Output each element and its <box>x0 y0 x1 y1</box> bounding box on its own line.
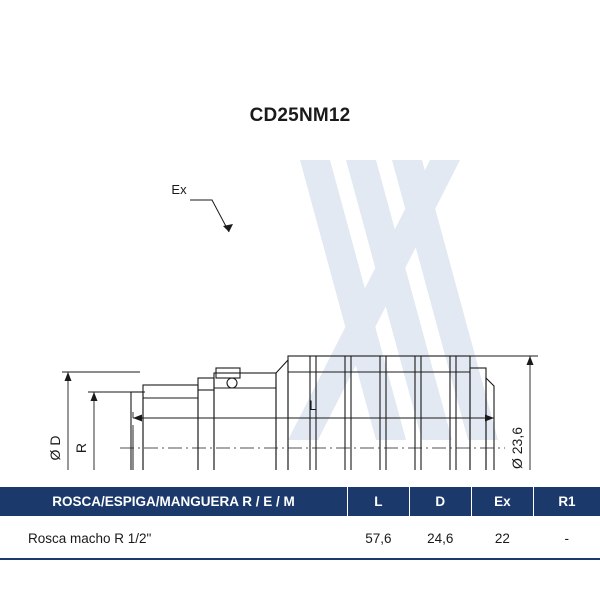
specification-table <box>0 487 600 560</box>
label-r: R <box>73 442 89 454</box>
cell-description: Rosca macho R 1/2" <box>0 516 347 560</box>
label-diameter-d: Ø D <box>47 435 63 461</box>
table-body <box>0 516 600 560</box>
table-header <box>0 487 600 516</box>
table-header-row <box>0 487 600 516</box>
table-header-description: ROSCA/ESPIGA/MANGUERA R / E / M <box>0 487 347 516</box>
page-title: CD25NM12 <box>249 105 351 126</box>
table-header-l: L <box>347 487 409 516</box>
watermark-logo <box>288 160 498 440</box>
cell-ex: 22 <box>471 516 533 560</box>
table-bottom-rule <box>0 558 600 560</box>
cell-l: 57,6 <box>347 516 409 560</box>
dimension-ex <box>190 200 233 232</box>
drawing-svg <box>0 140 600 470</box>
table-header-d: D <box>409 487 471 516</box>
table-header-ex: Ex <box>471 487 533 516</box>
label-length: L <box>309 397 317 413</box>
cell-d: 24,6 <box>409 516 471 560</box>
table-header-r1: R1 <box>533 487 600 516</box>
label-ex: Ex <box>171 182 187 197</box>
cell-r1: - <box>533 516 600 560</box>
table-row <box>0 516 600 560</box>
technical-drawing <box>0 140 600 470</box>
label-diameter-236: Ø 23,6 <box>509 426 525 470</box>
